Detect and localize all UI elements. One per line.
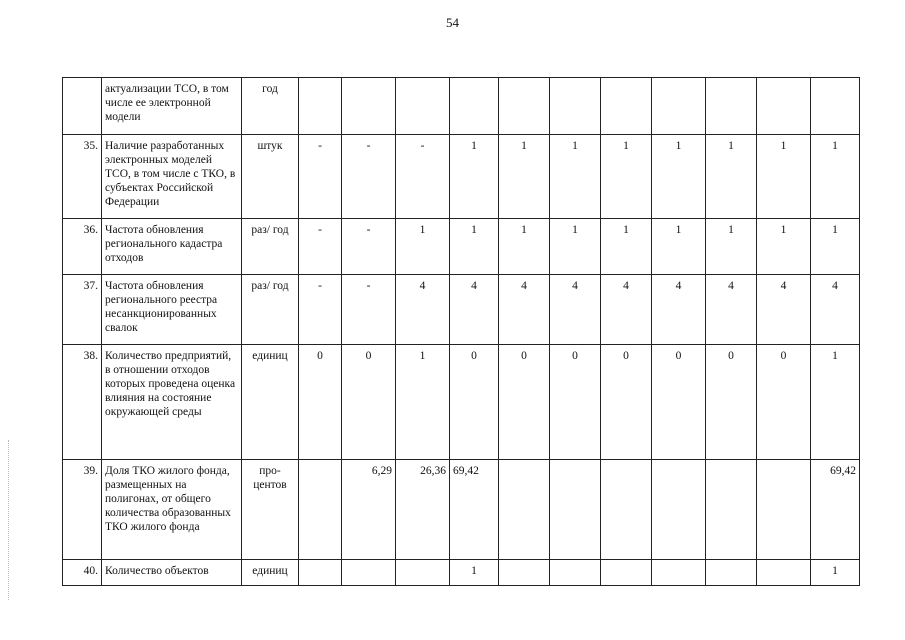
row-number: 35. xyxy=(63,135,102,219)
page-number: 54 xyxy=(446,15,459,30)
value-cell xyxy=(652,560,706,586)
unit-cell: про- центов xyxy=(242,460,299,560)
unit-cell: раз/ год xyxy=(242,219,299,275)
value-cell xyxy=(601,460,652,560)
row-number: 37. xyxy=(63,275,102,345)
value-cell xyxy=(499,560,550,586)
row-number: 38. xyxy=(63,345,102,460)
value-cell: 1 xyxy=(652,219,706,275)
value-cell xyxy=(706,560,757,586)
value-cell: 0 xyxy=(550,345,601,460)
value-cell xyxy=(299,460,342,560)
value-cell: 4 xyxy=(811,275,860,345)
indicator-name: Частота обновления регионального реестра несанкционированных свалок xyxy=(102,275,242,345)
value-cell: 6,29 xyxy=(342,460,396,560)
table-row xyxy=(63,78,860,135)
value-cell: 1 xyxy=(757,135,811,219)
value-cell xyxy=(757,560,811,586)
value-cell: 1 xyxy=(550,219,601,275)
value-cell xyxy=(706,460,757,560)
value-cell: 1 xyxy=(550,135,601,219)
value-cell: 1 xyxy=(706,135,757,219)
value-cell: 0 xyxy=(342,345,396,460)
value-cell: 69,42 xyxy=(450,460,499,560)
value-cell xyxy=(811,78,860,135)
value-cell: 1 xyxy=(601,135,652,219)
indicators-table xyxy=(62,77,860,586)
value-cell: 0 xyxy=(499,345,550,460)
value-cell: 1 xyxy=(811,345,860,460)
value-cell: 69,42 xyxy=(811,460,860,560)
table-row xyxy=(63,135,860,219)
indicator-name: Количество предприятий, в отношении отходов которых проведена оценка влияния на состояние окружающей среды xyxy=(102,345,242,460)
value-cell: 1 xyxy=(450,560,499,586)
value-cell: 4 xyxy=(396,275,450,345)
value-cell xyxy=(601,560,652,586)
indicator-name: Наличие разработанных электронных моделей ТСО, в том числе с ТКО, в субъектах Российской Федерации xyxy=(102,135,242,219)
unit-cell: штук xyxy=(242,135,299,219)
unit-cell: единиц xyxy=(242,345,299,460)
value-cell: 1 xyxy=(811,219,860,275)
unit-cell: единиц xyxy=(242,560,299,586)
value-cell: 1 xyxy=(652,135,706,219)
value-cell xyxy=(706,78,757,135)
value-cell: 1 xyxy=(811,135,860,219)
row-number xyxy=(63,78,102,135)
value-cell: - xyxy=(396,135,450,219)
value-cell xyxy=(601,78,652,135)
row-number: 40. xyxy=(63,560,102,586)
value-cell: 1 xyxy=(757,219,811,275)
indicator-name: Количество объектов xyxy=(102,560,242,586)
table-row xyxy=(63,560,860,586)
value-cell: 4 xyxy=(550,275,601,345)
value-cell: - xyxy=(299,275,342,345)
indicator-name: Частота обновления регионального кадастра отходов xyxy=(102,219,242,275)
value-cell xyxy=(652,78,706,135)
unit-cell: год xyxy=(242,78,299,135)
unit-cell: раз/ год xyxy=(242,275,299,345)
value-cell xyxy=(396,560,450,586)
value-cell: 0 xyxy=(601,345,652,460)
value-cell: 0 xyxy=(299,345,342,460)
value-cell: - xyxy=(299,219,342,275)
value-cell: 26,36 xyxy=(396,460,450,560)
value-cell: - xyxy=(342,135,396,219)
value-cell: 0 xyxy=(652,345,706,460)
value-cell: 1 xyxy=(499,135,550,219)
value-cell xyxy=(342,78,396,135)
value-cell: 4 xyxy=(706,275,757,345)
value-cell: 4 xyxy=(499,275,550,345)
value-cell: 1 xyxy=(450,135,499,219)
value-cell xyxy=(342,560,396,586)
value-cell: 4 xyxy=(652,275,706,345)
value-cell xyxy=(757,460,811,560)
value-cell xyxy=(396,78,450,135)
value-cell xyxy=(652,460,706,560)
indicator-name: Доля ТКО жилого фонда, размещенных на полигонах, от общего количества образованных ТКО жилого фонда xyxy=(102,460,242,560)
margin-mark xyxy=(8,440,10,600)
table-row xyxy=(63,460,860,560)
value-cell: 1 xyxy=(811,560,860,586)
value-cell: 4 xyxy=(450,275,499,345)
value-cell xyxy=(550,560,601,586)
value-cell: 0 xyxy=(706,345,757,460)
indicator-name: актуализации ТСО, в том числе ее электронной модели xyxy=(102,78,242,135)
value-cell xyxy=(499,460,550,560)
value-cell: 1 xyxy=(499,219,550,275)
value-cell xyxy=(757,78,811,135)
value-cell xyxy=(299,560,342,586)
value-cell: 4 xyxy=(757,275,811,345)
value-cell xyxy=(550,460,601,560)
value-cell: 1 xyxy=(601,219,652,275)
value-cell xyxy=(299,78,342,135)
table-row xyxy=(63,275,860,345)
value-cell xyxy=(450,78,499,135)
row-number: 36. xyxy=(63,219,102,275)
value-cell: 1 xyxy=(450,219,499,275)
table-row xyxy=(63,219,860,275)
value-cell: - xyxy=(342,275,396,345)
value-cell xyxy=(550,78,601,135)
value-cell: - xyxy=(299,135,342,219)
value-cell: 4 xyxy=(601,275,652,345)
value-cell: 0 xyxy=(450,345,499,460)
value-cell: 1 xyxy=(706,219,757,275)
value-cell: 0 xyxy=(757,345,811,460)
table-row xyxy=(63,345,860,460)
value-cell: 1 xyxy=(396,219,450,275)
value-cell: 1 xyxy=(396,345,450,460)
row-number: 39. xyxy=(63,460,102,560)
value-cell xyxy=(499,78,550,135)
value-cell: - xyxy=(342,219,396,275)
